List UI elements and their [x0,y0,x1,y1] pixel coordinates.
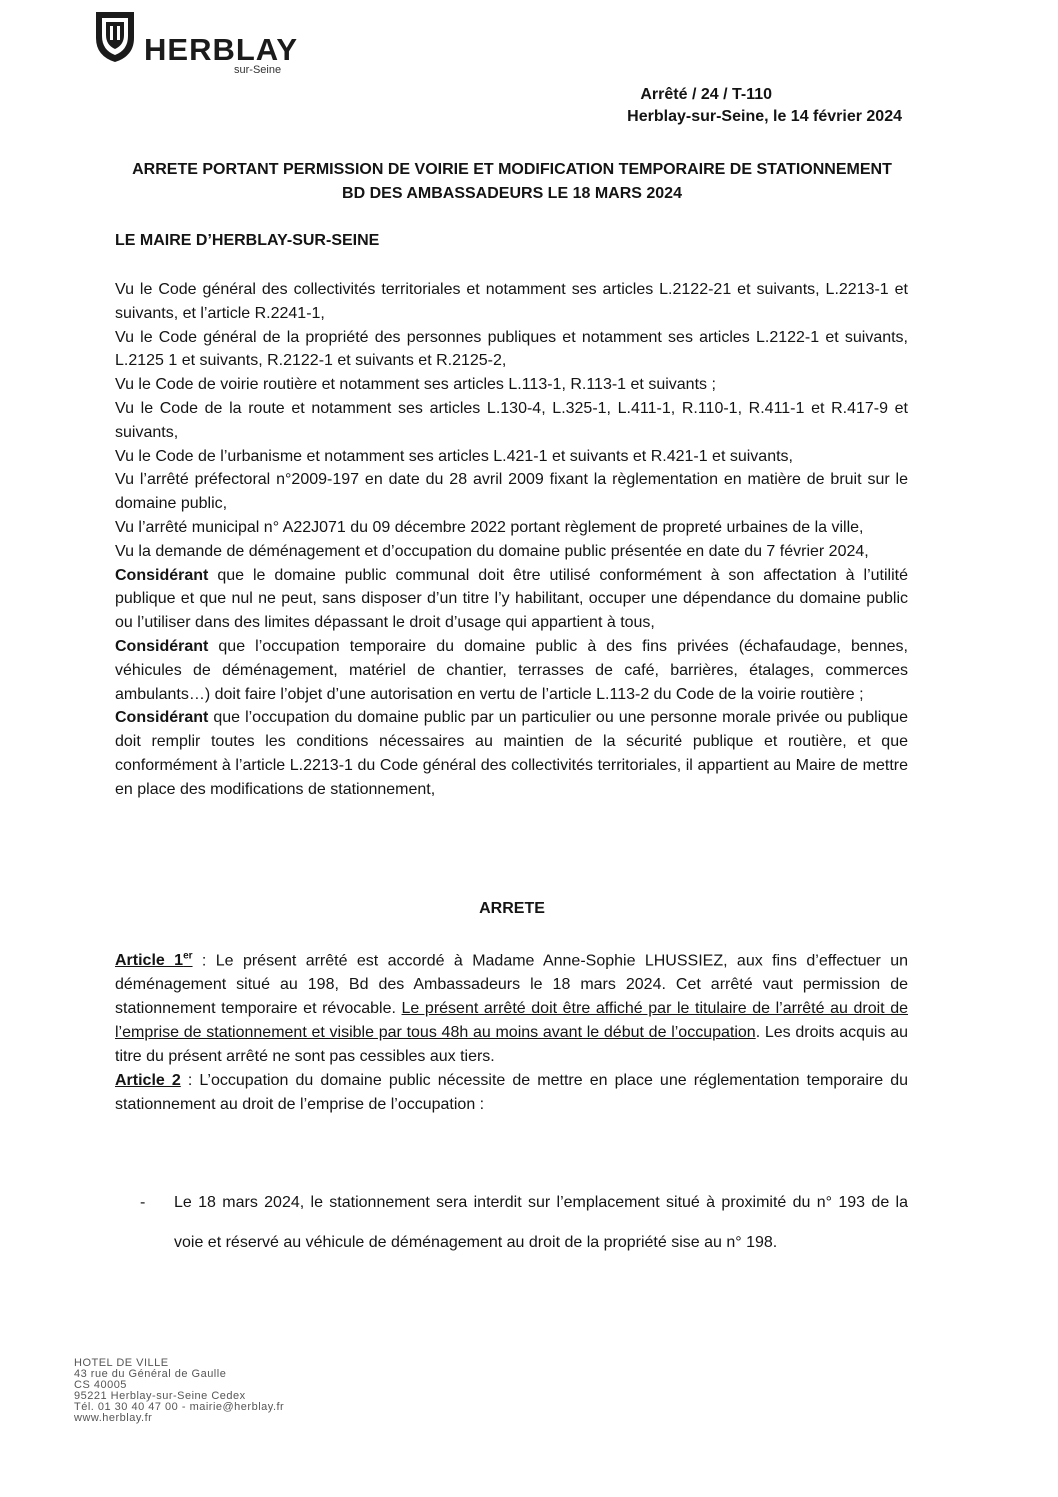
footer-line-4: 95221 Herblay-sur-Seine Cedex [74,1390,246,1402]
arrete-heading: ARRETE [479,900,545,917]
document-title [112,158,912,206]
visa-7: Vu l’arrêté municipal n° A22J071 du 09 décembre 2022 portant règlement de propreté urbaines de la ville, [115,518,864,536]
footer-line-2: 43 rue du Général de Gaulle [74,1368,227,1380]
considerant-keyword: Considérant [115,637,209,655]
considerant-keyword: Considérant [115,566,209,584]
article-1-label [115,952,193,969]
city-logo [92,8,312,76]
bullet-dash: - [140,1194,146,1211]
article-2-label: Article 2 [115,1072,181,1090]
visa-3: Vu le Code de voirie routière et notamment ses articles L.113-1, R.113-1 et suivants ; [115,376,716,394]
city-crest-icon [92,8,138,64]
considerant-keyword: Considérant [115,709,209,727]
article-1-text-a: : Le présent arrêté est accordé à Madame Anne-Sophie LHUSSIEZ, aux fins d’effectuer un déménagement situé au 198, Bd des Ambassadeurs le 18 mars 2024. Cet arrêté vaut permission de stationnement temporaire et révocable. [115,952,909,1018]
articles [115,945,908,1117]
article-1-sup: er [183,951,193,962]
considerant-3 [115,706,908,801]
place-date: Herblay-sur-Seine, le 14 février 2024 [627,108,902,125]
footer-line-5: Tél. 01 30 40 47 00 - mairie@herblay.fr [74,1401,285,1413]
logo-sub: sur-Seine [234,64,282,76]
decree-reference [640,84,772,106]
article-1 [115,945,908,1069]
article-1-label-text: Article 1 [115,952,184,970]
footer-line-1: HOTEL DE VILLE [74,1357,169,1369]
visa-5: Vu le Code de l’urbanisme et notamment ses articles L.421-1 et suivants et R.421-1 et suivants, [115,447,793,465]
article-1-text-b: . Les droits acquis au titre du présent arrêté ne sont pas cessibles aux tiers. [115,1024,909,1066]
visa-2: Vu le Code général de la propriété des personnes publiques et notamment ses articles L.2122-1 et suivants, L.2125 1 et suivants, R.2122-1 et suivants et R.2125-2, [115,328,908,370]
considerant-1-text: que le domaine public communal doit être utilisé conformément à son affectation à l’utilité publique et que nul ne peut, sans disposer d’un titre l’y habilitant, occuper une dépendance du domaine public ou l’utiliser dans des limites dépassant le droit d’usage qui appartient à tous, [115,566,908,632]
article-1-underlined: Le présent arrêté doit être affiché par le titulaire de l’arrêté au droit de l’emprise de stationnement et visible par tous 48h au moins avant le début de l’occupation [115,1000,909,1042]
title-line-2: BD DES AMBASSADEURS LE 18 MARS 2024 [342,185,682,202]
considerant-2-text: que l’occupation temporaire du domaine public à des fins privées (échafaudage, bennes, véhicules de déménagement, matériel de chantier, terrasses de café, barrières, étalages, commerces ambulants…) doit faire l’objet d’une autorisation en vertu de l’article L.113-2 du Code de la voirie routière ; [115,637,908,703]
parking-rule-text: Le 18 mars 2024, le stationnement sera interdit sur l’emplacement situé à proximité du n° 193 de la voie et réservé au véhicule de déménagement au droit de la propriété sise au n° 198. [174,1194,908,1251]
footer-line-3: CS 40005 [74,1379,127,1391]
visa-1: Vu le Code général des collectivités territoriales et notamment ses articles L.2122-21 et suivants, L.2213-1 et suivants, et l’article R.2241-1, [115,281,908,322]
town-hall-address [74,1358,394,1424]
visa-6: Vu l’arrêté préfectoral n°2009-197 en date du 28 avril 2009 fixant la règlementation en matière de bruit sur le domaine public, [115,471,908,513]
considerant-3-text: que l’occupation du domaine public par un particulier ou une personne morale privée ou publique doit remplir toutes les conditions nécessaires au maintien de la sécurité publique et routière, et que conformément à l’article L.2213-1 du Code général des collectivités territoriales, il appartient au Maire de mettre en place des modifications de stationnement, [115,709,908,798]
mayor-heading: LE MAIRE D’HERBLAY-SUR-SEINE [115,232,380,249]
visa-8: Vu la demande de déménagement et d’occupation du domaine public présentée en date du 7 février 2024, [115,542,869,560]
visa-4: Vu le Code de la route et notamment ses articles L.130-4, L.325-1, L.411-1, R.110-1, R.411-1 et R.417-9 et suivants, [115,399,908,441]
decree-reference-text: Arrêté / 24 / T-110 [640,86,772,103]
considerant-2 [115,635,908,706]
considerant-1 [115,564,908,635]
article-2 [115,1069,908,1117]
preamble [115,278,908,802]
footer-line-6: www.herblay.fr [74,1412,153,1424]
logo-name: HERBLAY [144,32,298,67]
title-line-1: ARRETE PORTANT PERMISSION DE VOIRIE ET MODIFICATION TEMPORAIRE DE STATIONNEMENT [132,161,892,178]
article-2-text: : L’occupation du domaine public nécessite de mettre en place une réglementation temporaire du stationnement au droit de l’emprise de l’occupation : [115,1072,909,1114]
